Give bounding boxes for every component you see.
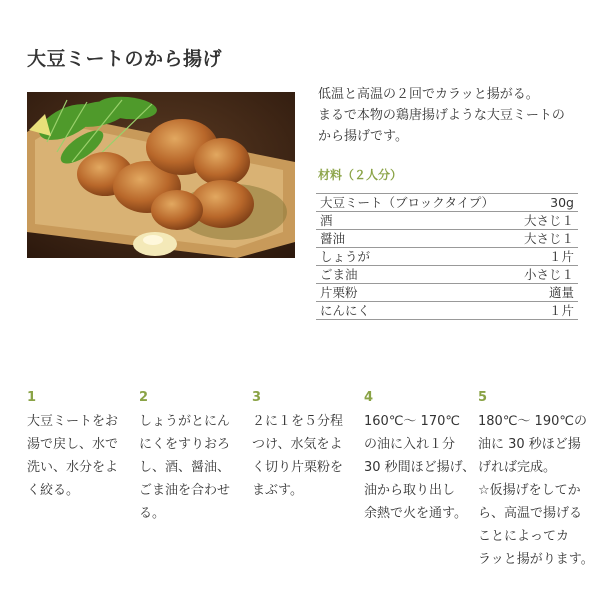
step-line: る。 bbox=[139, 506, 166, 521]
step-line: しょうがとにん bbox=[139, 414, 231, 429]
step-text bbox=[27, 410, 131, 502]
step-line: まぶす。 bbox=[252, 483, 303, 498]
ingredient-amount: 小さじ１ bbox=[523, 267, 574, 282]
ingredient-amount: １片 bbox=[548, 303, 574, 318]
step-1 bbox=[27, 390, 131, 502]
step-line: ☆仮揚げをしてか bbox=[478, 483, 581, 498]
step-line: 洗い、水分をよ bbox=[27, 460, 119, 475]
step-line: 大豆ミートをお bbox=[27, 414, 119, 429]
ingredient-amount: 30g bbox=[550, 195, 574, 210]
step-line: ラッと揚がります。 bbox=[478, 552, 594, 567]
step-number: 5 bbox=[478, 390, 488, 405]
ingredient-row bbox=[316, 248, 578, 266]
step-line: く絞る。 bbox=[27, 483, 80, 498]
ingredient-amount: １片 bbox=[548, 249, 574, 264]
ingredient-name: にんにく bbox=[320, 303, 371, 318]
ingredient-row bbox=[316, 284, 578, 302]
ingredient-amount: 適量 bbox=[548, 285, 574, 300]
ingredient-name: ごま油 bbox=[320, 267, 358, 282]
ingredients-heading: 材料（２人分） bbox=[318, 168, 403, 182]
ingredient-row bbox=[316, 266, 578, 284]
recipe-intro bbox=[318, 84, 588, 147]
step-line: 180℃〜 190℃の bbox=[478, 414, 587, 429]
step-number: 4 bbox=[364, 390, 374, 405]
step-line: 油から取り出し bbox=[364, 483, 456, 498]
ingredient-row bbox=[316, 230, 578, 248]
ingredient-row bbox=[316, 212, 578, 230]
step-line: し、酒、醤油、 bbox=[139, 460, 231, 475]
step-line: の油に入れ１分 bbox=[364, 437, 456, 452]
step-line: く切り片栗粉を bbox=[252, 460, 344, 475]
step-line: ら、高温で揚げる bbox=[478, 506, 583, 521]
step-line: 油に 30 秒ほど揚 bbox=[478, 437, 581, 452]
step-line: 湯で戻し、水で bbox=[27, 437, 119, 452]
step-3 bbox=[252, 390, 356, 502]
dish-illustration bbox=[27, 92, 295, 258]
step-line: つけ、水気をよ bbox=[252, 437, 343, 452]
fried-soy-meat-photo bbox=[27, 92, 295, 258]
step-2 bbox=[139, 390, 243, 525]
ingredient-row bbox=[316, 302, 578, 320]
intro-line: から揚げです。 bbox=[318, 129, 408, 144]
step-number: 1 bbox=[27, 390, 37, 405]
step-4 bbox=[364, 390, 476, 525]
recipe-steps bbox=[27, 390, 597, 570]
step-line: 余熱で火を通す。 bbox=[364, 506, 467, 521]
ingredient-amount: 大さじ１ bbox=[523, 231, 574, 246]
ingredient-name: 酒 bbox=[320, 213, 333, 228]
step-text bbox=[478, 410, 594, 571]
step-line: ２に１を５分程 bbox=[252, 414, 344, 429]
ingredient-row bbox=[316, 194, 578, 212]
step-line: げれば完成。 bbox=[478, 460, 557, 475]
ingredient-name: 片栗粉 bbox=[320, 285, 358, 300]
step-number: 2 bbox=[139, 390, 149, 405]
step-line: にくをすりおろ bbox=[139, 437, 231, 452]
step-line: 160℃〜 170℃ bbox=[364, 414, 460, 429]
recipe-title: 大豆ミートのから揚げ bbox=[27, 48, 223, 70]
step-number: 3 bbox=[252, 390, 262, 405]
step-5 bbox=[478, 390, 594, 571]
ingredients-list bbox=[316, 193, 578, 320]
intro-line: まるで本物の鶏唐揚げような大豆ミートの bbox=[318, 108, 565, 123]
ingredient-name: しょうが bbox=[320, 249, 371, 264]
step-text bbox=[139, 410, 243, 525]
ingredient-name: 醤油 bbox=[320, 231, 346, 246]
step-line: ことによってカ bbox=[478, 529, 570, 544]
step-line: 30 秒間ほど揚げ、 bbox=[364, 460, 476, 475]
step-line: ごま油を合わせ bbox=[139, 483, 231, 498]
ingredient-amount: 大さじ１ bbox=[523, 213, 574, 228]
intro-line: 低温と高温の２回でカラッと揚がる。 bbox=[318, 87, 539, 102]
step-text bbox=[252, 410, 356, 502]
ingredient-name: 大豆ミート（ブロックタイプ） bbox=[320, 195, 495, 210]
step-text bbox=[364, 410, 476, 525]
